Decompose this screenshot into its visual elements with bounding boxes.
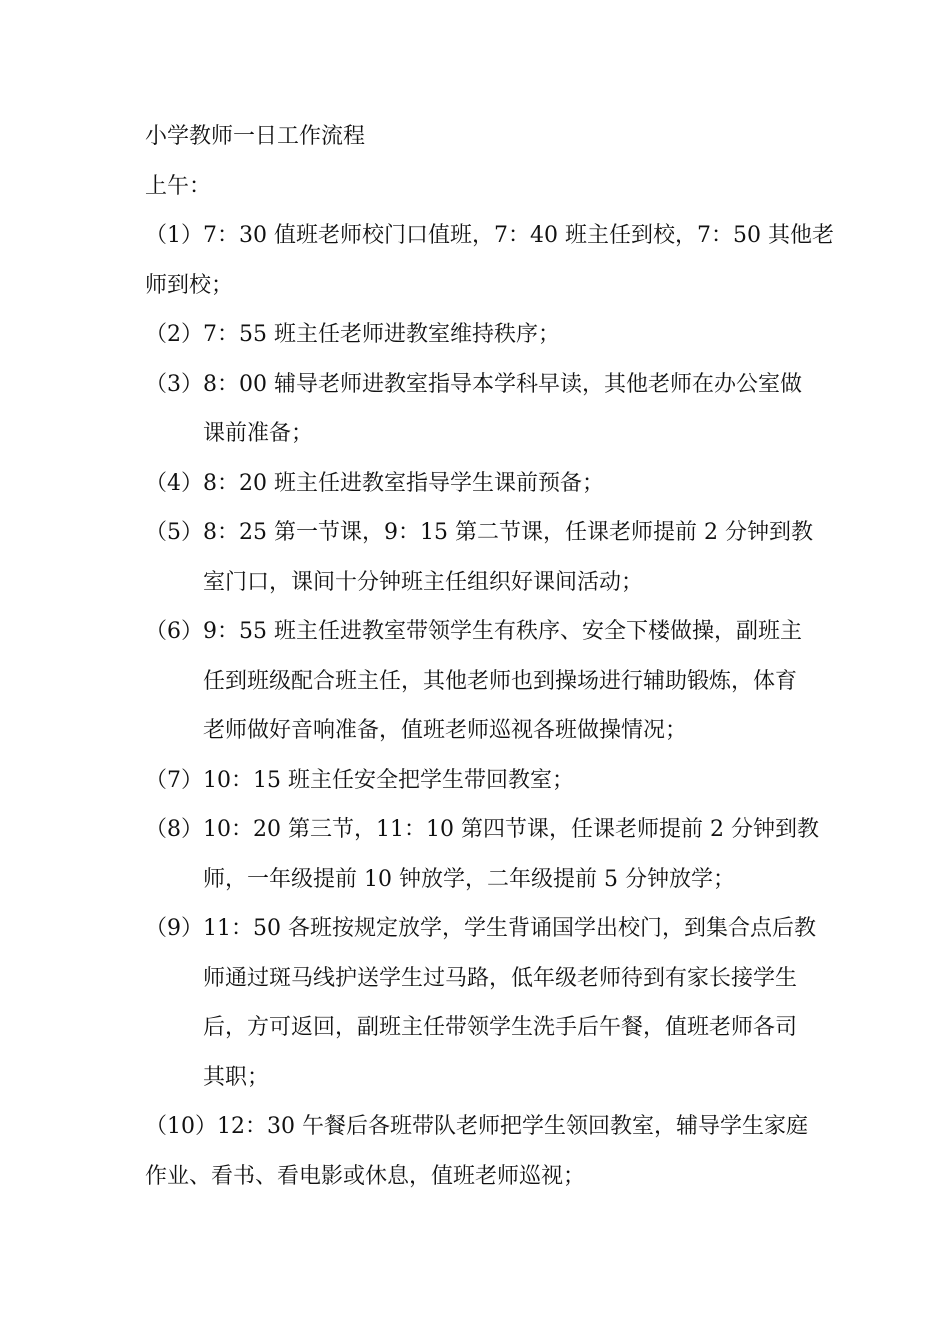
list-item-10-line-2: 作业、看书、看电影或休息，值班老师巡视； [145,1163,586,1189]
list-item-line: 老师做好音响准备，值班老师巡视各班做操情况； [203,718,688,743]
list-item-number: （9） [145,916,203,941]
list-item-number: （8） [145,817,203,842]
list-item-line: 8：20 班主任进教室指导学生课前预备； [203,470,604,496]
list-item-line: 后，方可返回，副班主任带领学生洗手后午餐，值班老师各司 [203,1015,798,1040]
list-item-line: 课前准备； [203,421,314,446]
list-item-line: 8：00 辅导老师进教室指导本学科早读，其他老师在办公室做 [203,371,802,397]
list-item-4 [145,459,815,509]
list-item-1-line-2: 师到校； [145,272,234,298]
list-item-line: 师通过斑马线护送学生过马路，低年级老师待到有家长接学生 [203,965,798,991]
list-item-1 [145,211,834,310]
list-item-line: 师，一年级提前 10 钟放学，二年级提前 5 分钟放学； [203,866,735,892]
list-item-9 [145,904,815,1102]
list-item-line: 8：25 第一节课，9：15 第二节课，任课老师提前 2 分钟到教 [203,520,813,545]
section-label-morning: 上午： [145,173,212,199]
list-item-line: 7：55 班主任老师进教室维持秩序； [203,322,560,347]
list-item-10 [145,1102,815,1201]
list-item-text [203,607,802,756]
list-item-text [203,904,816,1102]
list-item-2 [145,310,815,360]
list-item-number: （3） [145,371,203,397]
list-item-text [203,360,802,459]
list-item-number: （4） [145,470,203,496]
list-item-line: 10：20 第三节，11：10 第四节课，任课老师提前 2 分钟到教 [203,817,819,842]
list-item-text [203,805,819,904]
list-item-7 [145,756,815,806]
list-item-line: 11：50 各班按规定放学，学生背诵国学出校门，到集合点后教 [203,916,816,941]
list-item-10-line-1: （10）12：30 午餐后各班带队老师把学生领回教室，辅导学生家庭 [145,1114,808,1139]
list-item-text [203,508,813,607]
list-item-number: （5） [145,520,203,545]
document-title: 小学教师一日工作流程 [145,124,366,149]
list-item-6 [145,607,815,756]
list-item-number: （6） [145,619,203,644]
list-item-text [203,310,560,360]
list-item-3 [145,360,815,459]
list-item-number: （2） [145,322,203,347]
list-item-8 [145,805,819,904]
list-item-text [203,459,604,509]
list-item-line: 10：15 班主任安全把学生带回教室； [203,767,574,793]
list-item-line: 9：55 班主任进教室带领学生有秩序、安全下楼做操，副班主 [203,619,802,644]
document-body [145,112,834,1201]
list-item-1-line-1: （1）7：30 值班老师校门口值班，7：40 班主任到校，7：50 其他老 [145,223,834,248]
list-item-line: 其职； [203,1064,270,1090]
list-item-number: （7） [145,767,203,793]
list-item-5 [145,508,815,607]
list-item-line: 任到班级配合班主任，其他老师也到操场进行辅助锻炼，体育 [203,668,798,694]
list-item-line: 室门口，课间十分钟班主任组织好课间活动； [203,569,644,595]
list-item-text [203,756,574,806]
